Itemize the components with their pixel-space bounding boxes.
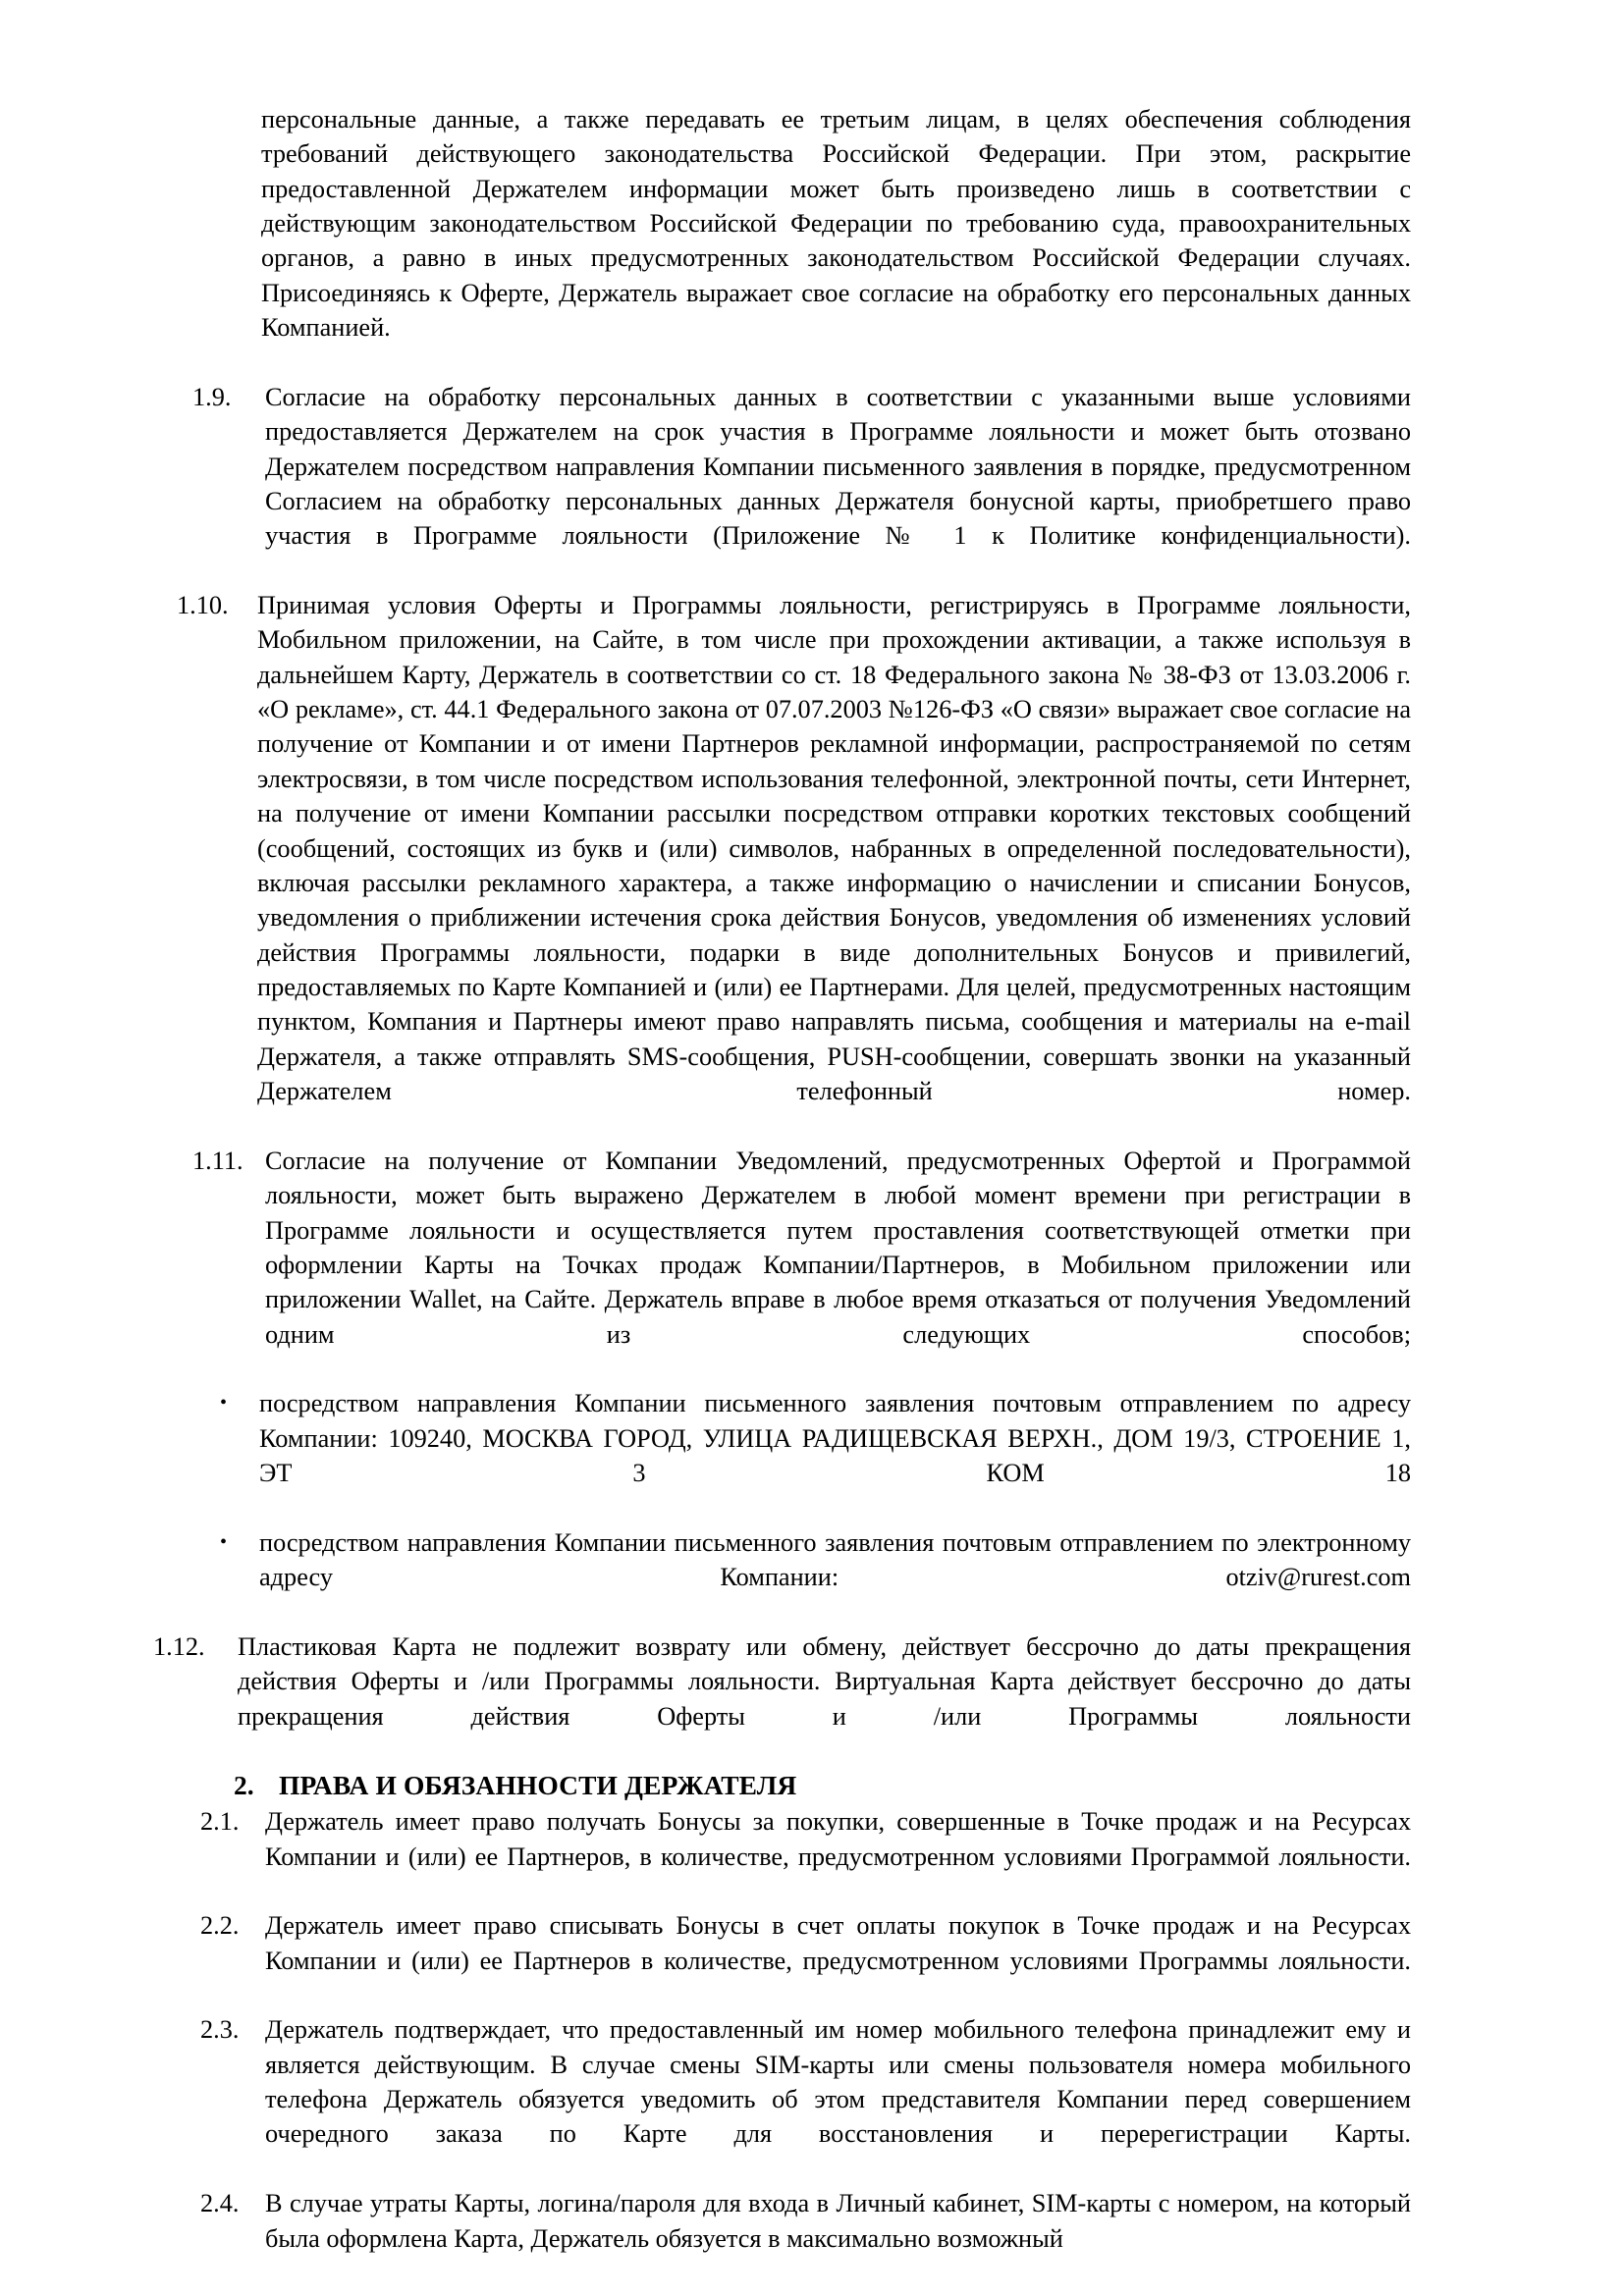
heading-section-2: [234, 1768, 1411, 1804]
item-number: 1.9.: [192, 382, 232, 411]
numbered-item-1-12: [153, 1629, 1411, 1768]
bullet-icon: •: [220, 1530, 228, 1553]
list-item: [220, 1525, 1411, 1629]
item-number: 1.11.: [192, 1146, 244, 1175]
item-number: 1.12.: [153, 1631, 205, 1661]
paragraph-continuation: персональные данные, а также передавать ее третьим лицам, в целях обеспечения соблюдения требований действующего законодательства Российской Федерации. При этом, раскрытие предоставленной Держателем информации может быть произведено лишь в соответствии с действующим законодательством Российской Федерации по требованию суда, правоохранительных органов, а равно в иных предусмотренных законодательством Российской Федерации случаях. Присоединяясь к Оферте, Держатель выражает свое согласие на обработку его персональных данных Компанией.: [261, 105, 1411, 343]
item-text: Согласие на получение от Компании Уведомлений, предусмотренных Офертой и Программой лояльности, может быть выражено Держателем в любой момент времени при регистрации в Программе лояльности и осуществляется путем проставления соответствующей отметки при оформлении Карты на Точках продаж Компании/Партнеров, в Мобильном приложении или приложении Wallet, на Сайте. Держатель вправе в любое время отказаться от получения Уведомлений одним из следующих способов;: [265, 1146, 1411, 1349]
bullet-list-notification-optout: [218, 1386, 1411, 1629]
item-number: 2.3.: [200, 2015, 240, 2045]
numbered-item-1-11: [192, 1144, 1411, 1387]
heading-number: 2.: [234, 1770, 254, 1801]
list-item-text: посредством направления Компании письменного заявления почтовым отправлением по адресу Компании: 109240, МОСКВА ГОРОД, УЛИЦА РАДИЩЕВСКАЯ ВЕРХН., ДОМ 19/3, СТРОЕНИЕ 1, ЭТ 3 КОМ 18: [259, 1389, 1411, 1488]
item-number: 2.1.: [200, 1807, 240, 1837]
page-content: [153, 102, 1411, 2256]
item-text: Принимая условия Оферты и Программы лояльности, регистрируясь в Программе лояльности, Мобильном приложении, на Сайте, в том числе при прохождении активации, а также используя в дальнейшем Карту, Держатель в соответствии со ст. 18 Федерального закона № 38-ФЗ от 13.03.2006 г. «О рекламе», ст. 44.1 Федерального закона от 07.07.2003 №126-ФЗ «О связи» выражает свое согласие на получение от Компании и от имени Партнеров рекламной информации, распространяемой по сетям электросвязи, в том числе посредством использования телефонной, электронной почты, сети Интернет, на получение от имени Компании рассылки посредством отправки коротких текстовых сообщений (сообщений, состоящих из букв и (или) символов, набранных в определенной последовательности), включая рассылки рекламного характера, а также информацию о начислении и списании Бонусов, уведомления о приближении истечения срока действия Бонусов, уведомления об изменениях условий действия Программы лояльности, подарки в виде дополнительных Бонусов и привилегий, предоставляемых по Карте Компанией и (или) ее Партнерами. Для целей, предусмотренных настоящим пунктом, Компания и Партнеры имеют право направлять письма, сообщения и материалы на e-mail Держателя, а также отправлять SMS-сообщения, PUSH-сообщении, совершать звонки на указанный Держателем телефонный номер.: [257, 591, 1411, 1106]
item-text: В случае утраты Карты, логина/пароля для входа в Личный кабинет, SIM-карты с номером, на который была оформлена Карта, Держатель обязуется в максимально возможный: [265, 2189, 1411, 2253]
item-text: Держатель имеет право списывать Бонусы в счет оплаты покупок в Точке продаж и на Ресурсах Компании и (или) ее Партнеров в количестве, предусмотренном условиями Программы лояльности.: [265, 1911, 1411, 1975]
numbered-item-2-4: [200, 2186, 1411, 2256]
heading-text: ПРАВА И ОБЯЗАННОСТИ ДЕРЖАТЕЛЯ: [279, 1770, 797, 1801]
item-text: Пластиковая Карта не подлежит возврату или обмену, действует бессрочно до даты прекращения действия Оферты и /или Программы лояльности. Виртуальная Карта действует бессрочно до даты прекращения действия Оферты и /или Программы лояльности: [238, 1631, 1411, 1731]
numbered-item-1-9: [192, 380, 1411, 588]
item-text: Держатель имеет право получать Бонусы за покупки, совершенные в Точке продаж и на Ресурсах Компании и (или) ее Партнеров, в количестве, предусмотренном условиями Программой лояльности.: [265, 1807, 1411, 1871]
numbered-item-1-10: [177, 588, 1411, 1144]
item-number: 2.2.: [200, 1911, 240, 1941]
numbered-item-2-3: [200, 2012, 1411, 2186]
numbered-item-2-1: [200, 1804, 1411, 1908]
bullet-icon: •: [220, 1392, 228, 1415]
item-text: Согласие на обработку персональных данных в соответствии с указанными выше условиями предоставляется Держателем на срок участия в Программе лояльности и может быть отозвано Держателем посредством направления Компании письменного заявления в порядке, предусмотренном Согласием на обработку персональных данных Держателя бонусной карты, приобретшего право участия в Программе лояльности (Приложение № 1 к Политике конфиденциальности).: [265, 382, 1411, 551]
item-number: 2.4.: [200, 2189, 240, 2218]
list-item: [220, 1386, 1411, 1524]
list-item-text: посредством направления Компании письменного заявления почтовым отправлением по электронному адресу Компании: otziv@rurest.com: [259, 1527, 1411, 1592]
numbered-item-2-2: [200, 1908, 1411, 2012]
item-number: 1.10.: [177, 591, 229, 620]
item-text: Держатель подтверждает, что предоставленный им номер мобильного телефона принадлежит ему и является действующим. В случае смены SIM-карты или смены пользователя номера мобильного телефона Держатель обязуется уведомить об этом представителя Компании перед совершением очередного заказа по Карте для восстановления и перерегистрации Карты.: [265, 2015, 1411, 2149]
